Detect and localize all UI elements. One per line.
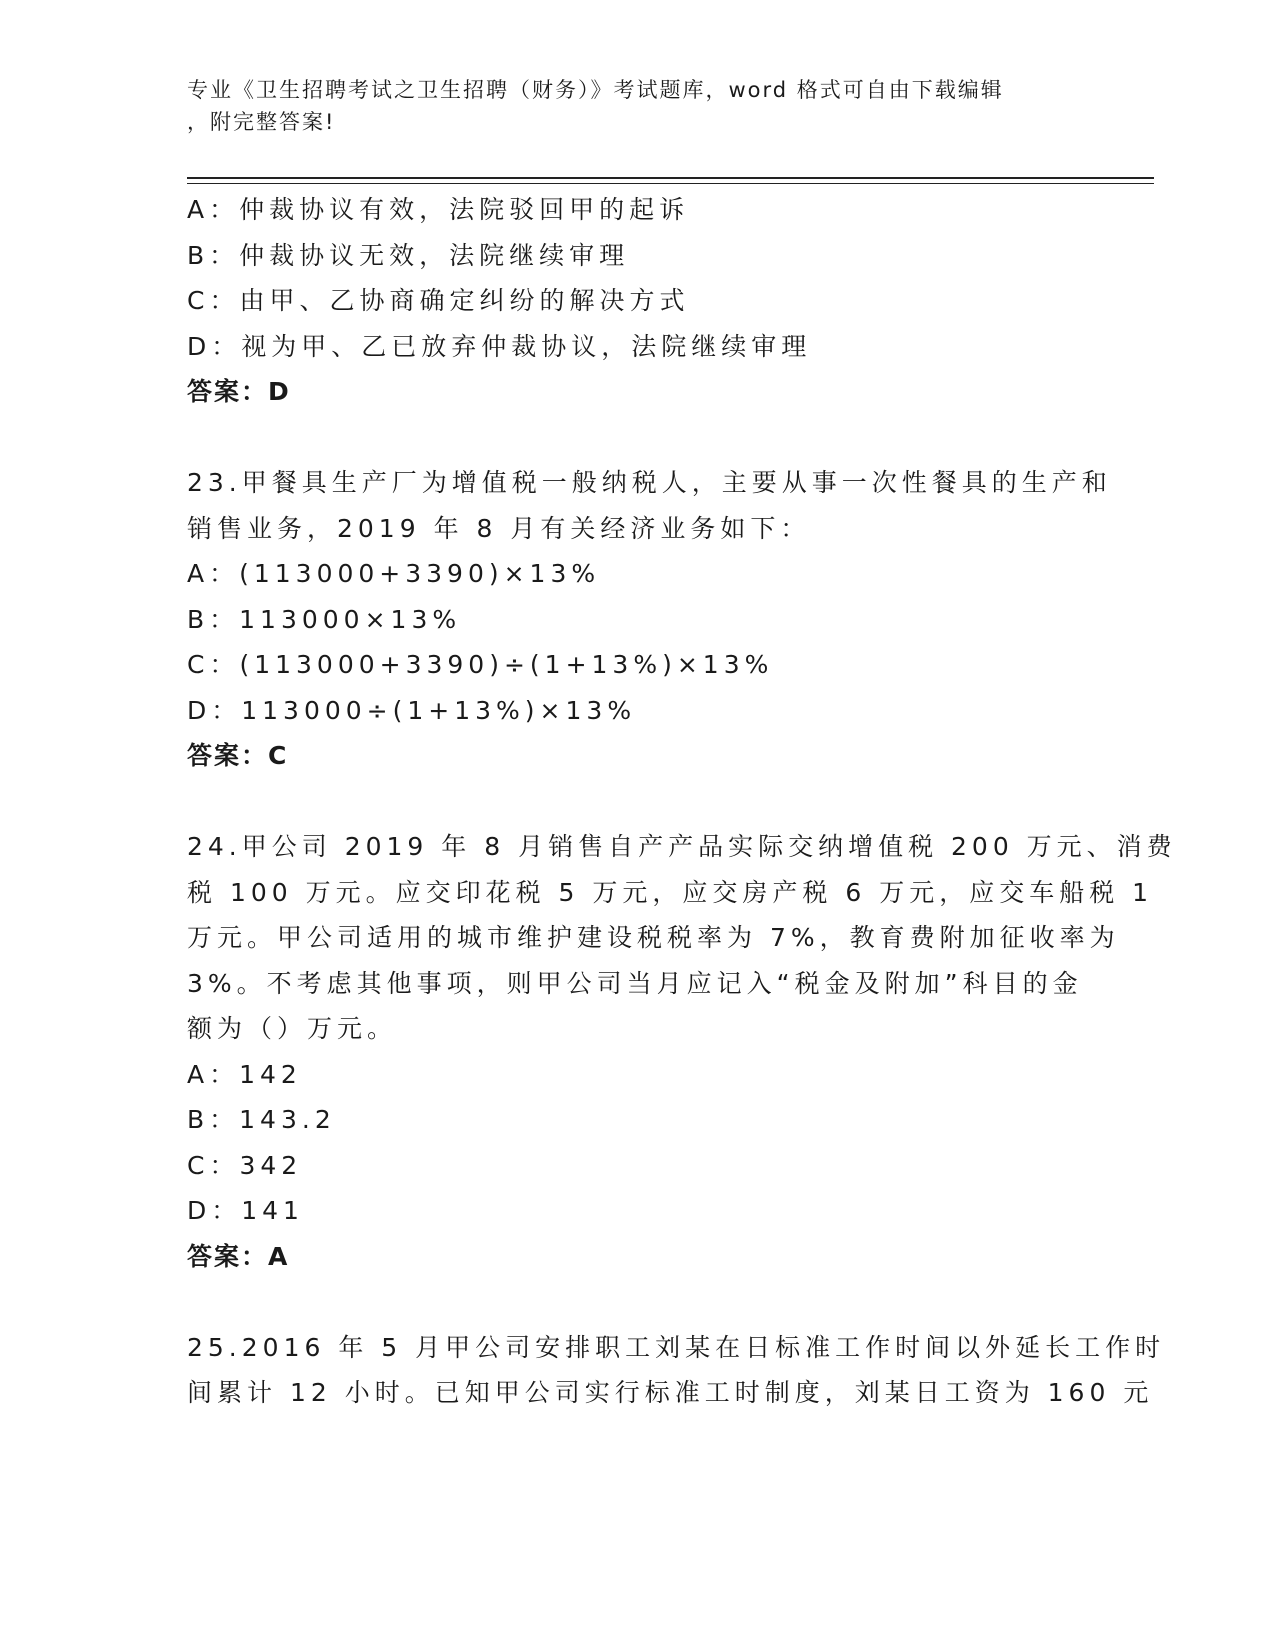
question-stem-line: 万元。甲公司适用的城市维护建设税税率为 7%，教育费附加征收率为 [187, 923, 1120, 952]
header-line-2: ，附完整答案! [187, 110, 336, 134]
option-d: D：141 [187, 1196, 304, 1225]
question-stem-line: 23.甲餐具生产厂为增值税一般纳税人，主要从事一次性餐具的生产和 [187, 468, 1112, 497]
question-stem-line: 销售业务，2019 年 8 月有关经济业务如下： [187, 513, 811, 543]
spacer [187, 1279, 1087, 1325]
option-d: D：113000÷(1+13%)×13% [187, 695, 637, 725]
question-stem-line: 税 100 万元。应交印花税 5 万元，应交房产税 6 万元，应交车船税 1 [187, 877, 1154, 907]
header-rule-thin [187, 183, 1154, 184]
option-a: A：仲裁协议有效，法院驳回甲的起诉 [187, 195, 690, 224]
option-c: C：(113000+3390)÷(1+13%)×13% [187, 650, 774, 679]
question-24 [187, 824, 1177, 1279]
answer: 答案：A [187, 1241, 290, 1271]
question-stem-line: 间累计 12 小时。已知甲公司实行标准工时制度，刘某日工资为 160 元 [187, 1378, 1154, 1407]
question-23 [187, 460, 1112, 779]
option-b: B：仲裁协议无效，法院继续审理 [187, 240, 630, 270]
option-c: C：342 [187, 1150, 303, 1180]
answer: 答案：D [187, 377, 291, 406]
option-b: B：113000×13% [187, 604, 462, 634]
question-22 [187, 187, 1087, 415]
spacer [187, 415, 1087, 461]
option-c: C：由甲、乙协商确定纠纷的解决方式 [187, 286, 690, 315]
question-content [187, 187, 1177, 1416]
header-rule-thick [187, 177, 1154, 179]
question-stem-line: 24.甲公司 2019 年 8 月销售自产产品实际交纳增值税 200 万元、消费 [187, 832, 1177, 861]
document-header [187, 74, 1067, 138]
answer: 答案：C [187, 741, 289, 770]
question-stem-line: 25.2016 年 5 月甲公司安排职工刘某在日标准工作时间以外延长工作时 [187, 1332, 1166, 1362]
question-25 [187, 1325, 1166, 1416]
question-stem-line: 3%。不考虑其他事项，则甲公司当月应记入“税金及附加”科目的金 [187, 968, 1083, 998]
option-a: A：(113000+3390)×13% [187, 559, 601, 588]
option-d: D：视为甲、乙已放弃仲裁协议，法院继续审理 [187, 331, 812, 361]
option-b: B：143.2 [187, 1105, 336, 1134]
option-a: A：142 [187, 1059, 302, 1089]
spacer [187, 779, 1087, 825]
header-line-1: 专业《卫生招聘考试之卫生招聘（财务）》考试题库，word 格式可自由下载编辑 [187, 78, 1004, 102]
question-stem-line: 额为（）万元。 [187, 1014, 398, 1043]
